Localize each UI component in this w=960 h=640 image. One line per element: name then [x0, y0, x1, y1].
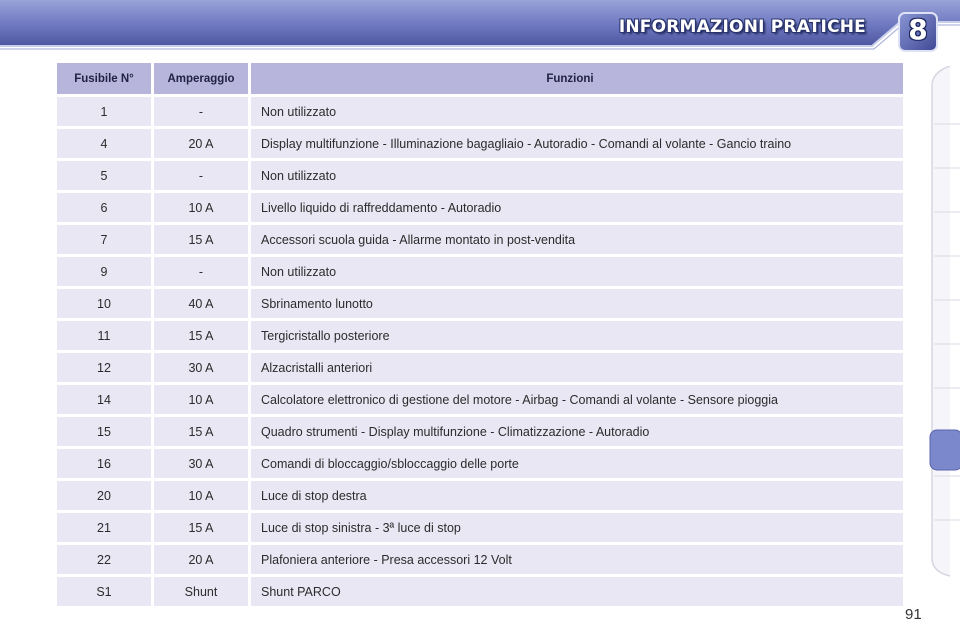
- table-row: [57, 289, 903, 318]
- fuse-number-cell: 20: [57, 481, 151, 510]
- amperage-cell: 15 A: [154, 321, 248, 350]
- fuse-number-cell: 16: [57, 449, 151, 478]
- fuse-number-cell: S1: [57, 577, 151, 606]
- amperage-cell: 20 A: [154, 545, 248, 574]
- table-header-row: [57, 63, 903, 94]
- function-cell: Non utilizzato: [251, 97, 903, 126]
- amperage-cell: -: [154, 161, 248, 190]
- fuse-number-cell: 21: [57, 513, 151, 542]
- table-row: [57, 385, 903, 414]
- amperage-cell: -: [154, 257, 248, 286]
- amperage-cell: 10 A: [154, 481, 248, 510]
- function-cell: Non utilizzato: [251, 161, 903, 190]
- table-row: [57, 321, 903, 350]
- function-cell: Comandi di bloccaggio/sbloccaggio delle porte: [251, 449, 903, 478]
- table-row: [57, 577, 903, 606]
- function-cell: Alzacristalli anteriori: [251, 353, 903, 382]
- table-row: [57, 545, 903, 574]
- fuse-number-cell: 12: [57, 353, 151, 382]
- amperage-cell: 30 A: [154, 449, 248, 478]
- page-header: [0, 0, 960, 52]
- section-title: INFORMAZIONI PRATICHE: [618, 17, 866, 37]
- fuse-number-cell: 4: [57, 129, 151, 158]
- amperage-cell: Shunt: [154, 577, 248, 606]
- amperage-cell: 15 A: [154, 225, 248, 254]
- page-number: 91: [905, 606, 922, 623]
- function-cell: Sbrinamento lunotto: [251, 289, 903, 318]
- amperage-cell: 20 A: [154, 129, 248, 158]
- fuse-number-cell: 9: [57, 257, 151, 286]
- function-cell: Accessori scuola guida - Allarme montato in post-vendita: [251, 225, 903, 254]
- fuse-number-cell: 6: [57, 193, 151, 222]
- function-cell: Quadro strumenti - Display multifunzione - Climatizzazione - Autoradio: [251, 417, 903, 446]
- table-row: [57, 417, 903, 446]
- fuse-number-cell: 7: [57, 225, 151, 254]
- fuse-number-cell: 15: [57, 417, 151, 446]
- function-cell: Luce di stop destra: [251, 481, 903, 510]
- fuse-number-cell: 14: [57, 385, 151, 414]
- amperage-cell: 15 A: [154, 513, 248, 542]
- chapter-tabs: [928, 66, 960, 578]
- fuse-number-cell: 22: [57, 545, 151, 574]
- function-cell: Tergicristallo posteriore: [251, 321, 903, 350]
- table-row: [57, 129, 903, 158]
- column-header-amperage: Amperaggio: [154, 63, 248, 94]
- table-row: [57, 161, 903, 190]
- table-row: [57, 193, 903, 222]
- chapter-badge: [896, 10, 940, 54]
- amperage-cell: 40 A: [154, 289, 248, 318]
- amperage-cell: 30 A: [154, 353, 248, 382]
- table-row: [57, 513, 903, 542]
- amperage-cell: 15 A: [154, 417, 248, 446]
- amperage-cell: 10 A: [154, 385, 248, 414]
- function-cell: Display multifunzione - Illuminazione bagagliaio - Autoradio - Comandi al volante - Gancio traino: [251, 129, 903, 158]
- table-row: [57, 257, 903, 286]
- table-row: [57, 481, 903, 510]
- chapter-tab-strip: [928, 66, 960, 576]
- function-cell: Calcolatore elettronico di gestione del motore - Airbag - Comandi al volante - Sensore pioggia: [251, 385, 903, 414]
- chapter-number: 8: [908, 13, 928, 46]
- column-header-fuse-number: Fusibile N°: [57, 63, 151, 94]
- fuse-number-cell: 11: [57, 321, 151, 350]
- fuse-number-cell: 10: [57, 289, 151, 318]
- fuse-table: [57, 63, 903, 609]
- function-cell: Non utilizzato: [251, 257, 903, 286]
- function-cell: Livello liquido di raffreddamento - Autoradio: [251, 193, 903, 222]
- function-cell: Luce di stop sinistra - 3ª luce di stop: [251, 513, 903, 542]
- fuse-number-cell: 5: [57, 161, 151, 190]
- table-row: [57, 225, 903, 254]
- table-row: [57, 449, 903, 478]
- table-row: [57, 97, 903, 126]
- function-cell: Plafoniera anteriore - Presa accessori 12 Volt: [251, 545, 903, 574]
- fuse-number-cell: 1: [57, 97, 151, 126]
- table-row: [57, 353, 903, 382]
- amperage-cell: 10 A: [154, 193, 248, 222]
- amperage-cell: -: [154, 97, 248, 126]
- column-header-functions: Funzioni: [251, 63, 903, 94]
- function-cell: Shunt PARCO: [251, 577, 903, 606]
